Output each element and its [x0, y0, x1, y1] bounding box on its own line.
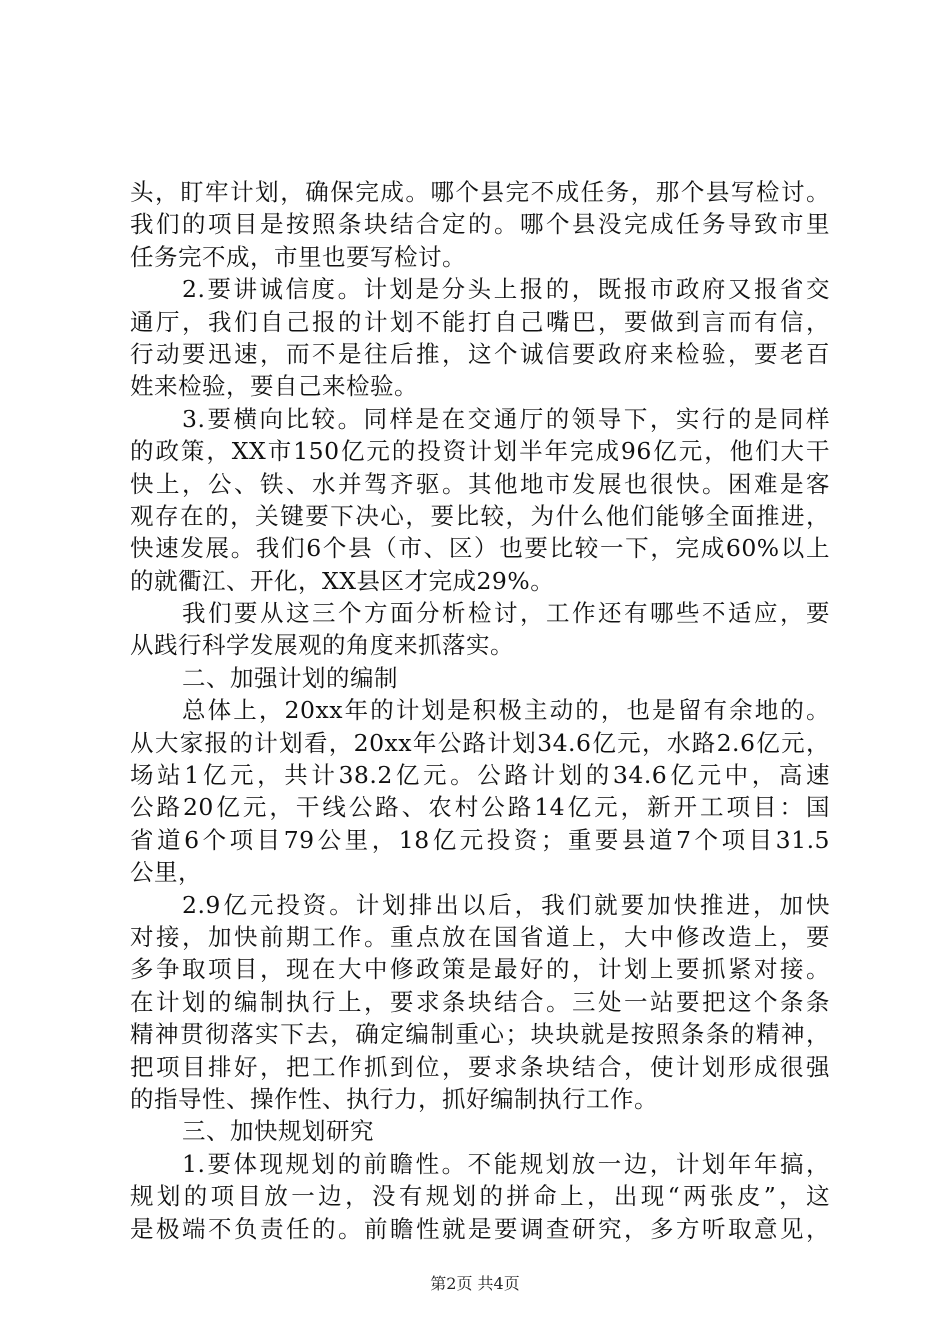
text-line: 的就衢江、开化，XX县区才完成29%。 — [130, 566, 555, 595]
text-line: 多争取项目，现在大中修政策是最好的，计划上要抓紧对接。 — [130, 955, 830, 984]
text-line: 是极端不负责任的。前瞻性就是要调查研究，多方听取意见， — [130, 1214, 830, 1243]
text-line: 观存在的，关键要下决心，要比较，为什么他们能够全面推进， — [130, 501, 830, 530]
page-footer: 第2页 共4页 — [430, 1274, 520, 1293]
text-line: 在计划的编制执行上，要求条块结合。三处一站要把这个条条 — [130, 987, 830, 1016]
text-line: 从践行科学发展观的角度来抓落实。 — [130, 631, 514, 660]
text-line: 通厅，我们自己报的计划不能打自己嘴巴，要做到言而有信， — [130, 307, 830, 336]
text-line: 3.要横向比较。同样是在交通厅的领导下，实行的是同样 — [182, 404, 830, 433]
text-line: 规划的项目放一边，没有规划的拼命上，出现“两张皮”，这 — [130, 1182, 830, 1211]
text-line: 我们的项目是按照条块结合定的。哪个县没完成任务导致市里 — [130, 210, 830, 239]
text-line: 行动要迅速，而不是往后推，这个诚信要政府来检验，要老百 — [130, 339, 830, 368]
text-line: 我们要从这三个方面分析检讨，工作还有哪些不适应，要 — [182, 599, 830, 628]
text-line: 任务完不成，市里也要写检讨。 — [130, 242, 466, 271]
text-line: 快速发展。我们6个县（市、区）也要比较一下，完成60%以上 — [130, 534, 830, 563]
text-line: 的政策，XX市150亿元的投资计划半年完成96亿元，他们大干 — [130, 437, 830, 466]
text-line: 从大家报的计划看，20xx年公路计划34.6亿元，水路2.6亿元， — [130, 728, 830, 757]
text-line: 2.要讲诚信度。计划是分头上报的，既报市政府又报省交 — [182, 275, 830, 304]
document-body — [130, 176, 830, 1245]
text-line: 总体上，20xx年的计划是积极主动的，也是留有余地的。 — [182, 696, 830, 725]
text-line: 姓来检验，要自己来检验。 — [130, 372, 418, 401]
text-line: 1.要体现规划的前瞻性。不能规划放一边，计划年年搞， — [182, 1149, 830, 1178]
text-line: 公里， — [130, 858, 202, 887]
text-line: 把项目排好，把工作抓到位，要求条块结合，使计划形成很强 — [130, 1052, 830, 1081]
text-line: 公路20亿元，干线公路、农村公路14亿元，新开工项目：国 — [130, 793, 830, 822]
text-line: 精神贯彻落实下去，确定编制重心；块块就是按照条条的精神， — [130, 1020, 830, 1049]
text-line: 快上，公、铁、水并驾齐驱。其他地市发展也很快。困难是客 — [130, 469, 830, 498]
text-line: 场站1亿元，共计38.2亿元。公路计划的34.6亿元中，高速 — [130, 761, 830, 790]
text-line: 对接，加快前期工作。重点放在国省道上，大中修改造上，要 — [130, 922, 830, 951]
text-line: 二、加强计划的编制 — [182, 663, 398, 692]
text-line: 2.9亿元投资。计划排出以后，我们就要加快推进，加快 — [182, 890, 830, 919]
text-line: 头，盯牢计划，确保完成。哪个县完不成任务，那个县写检讨。 — [130, 178, 830, 206]
text-line: 省道6个项目79公里，18亿元投资；重要县道7个项目31.5 — [130, 825, 830, 854]
text-line: 三、加快规划研究 — [182, 1117, 374, 1146]
text-line: 的指导性、操作性、执行力，抓好编制执行工作。 — [130, 1084, 658, 1113]
